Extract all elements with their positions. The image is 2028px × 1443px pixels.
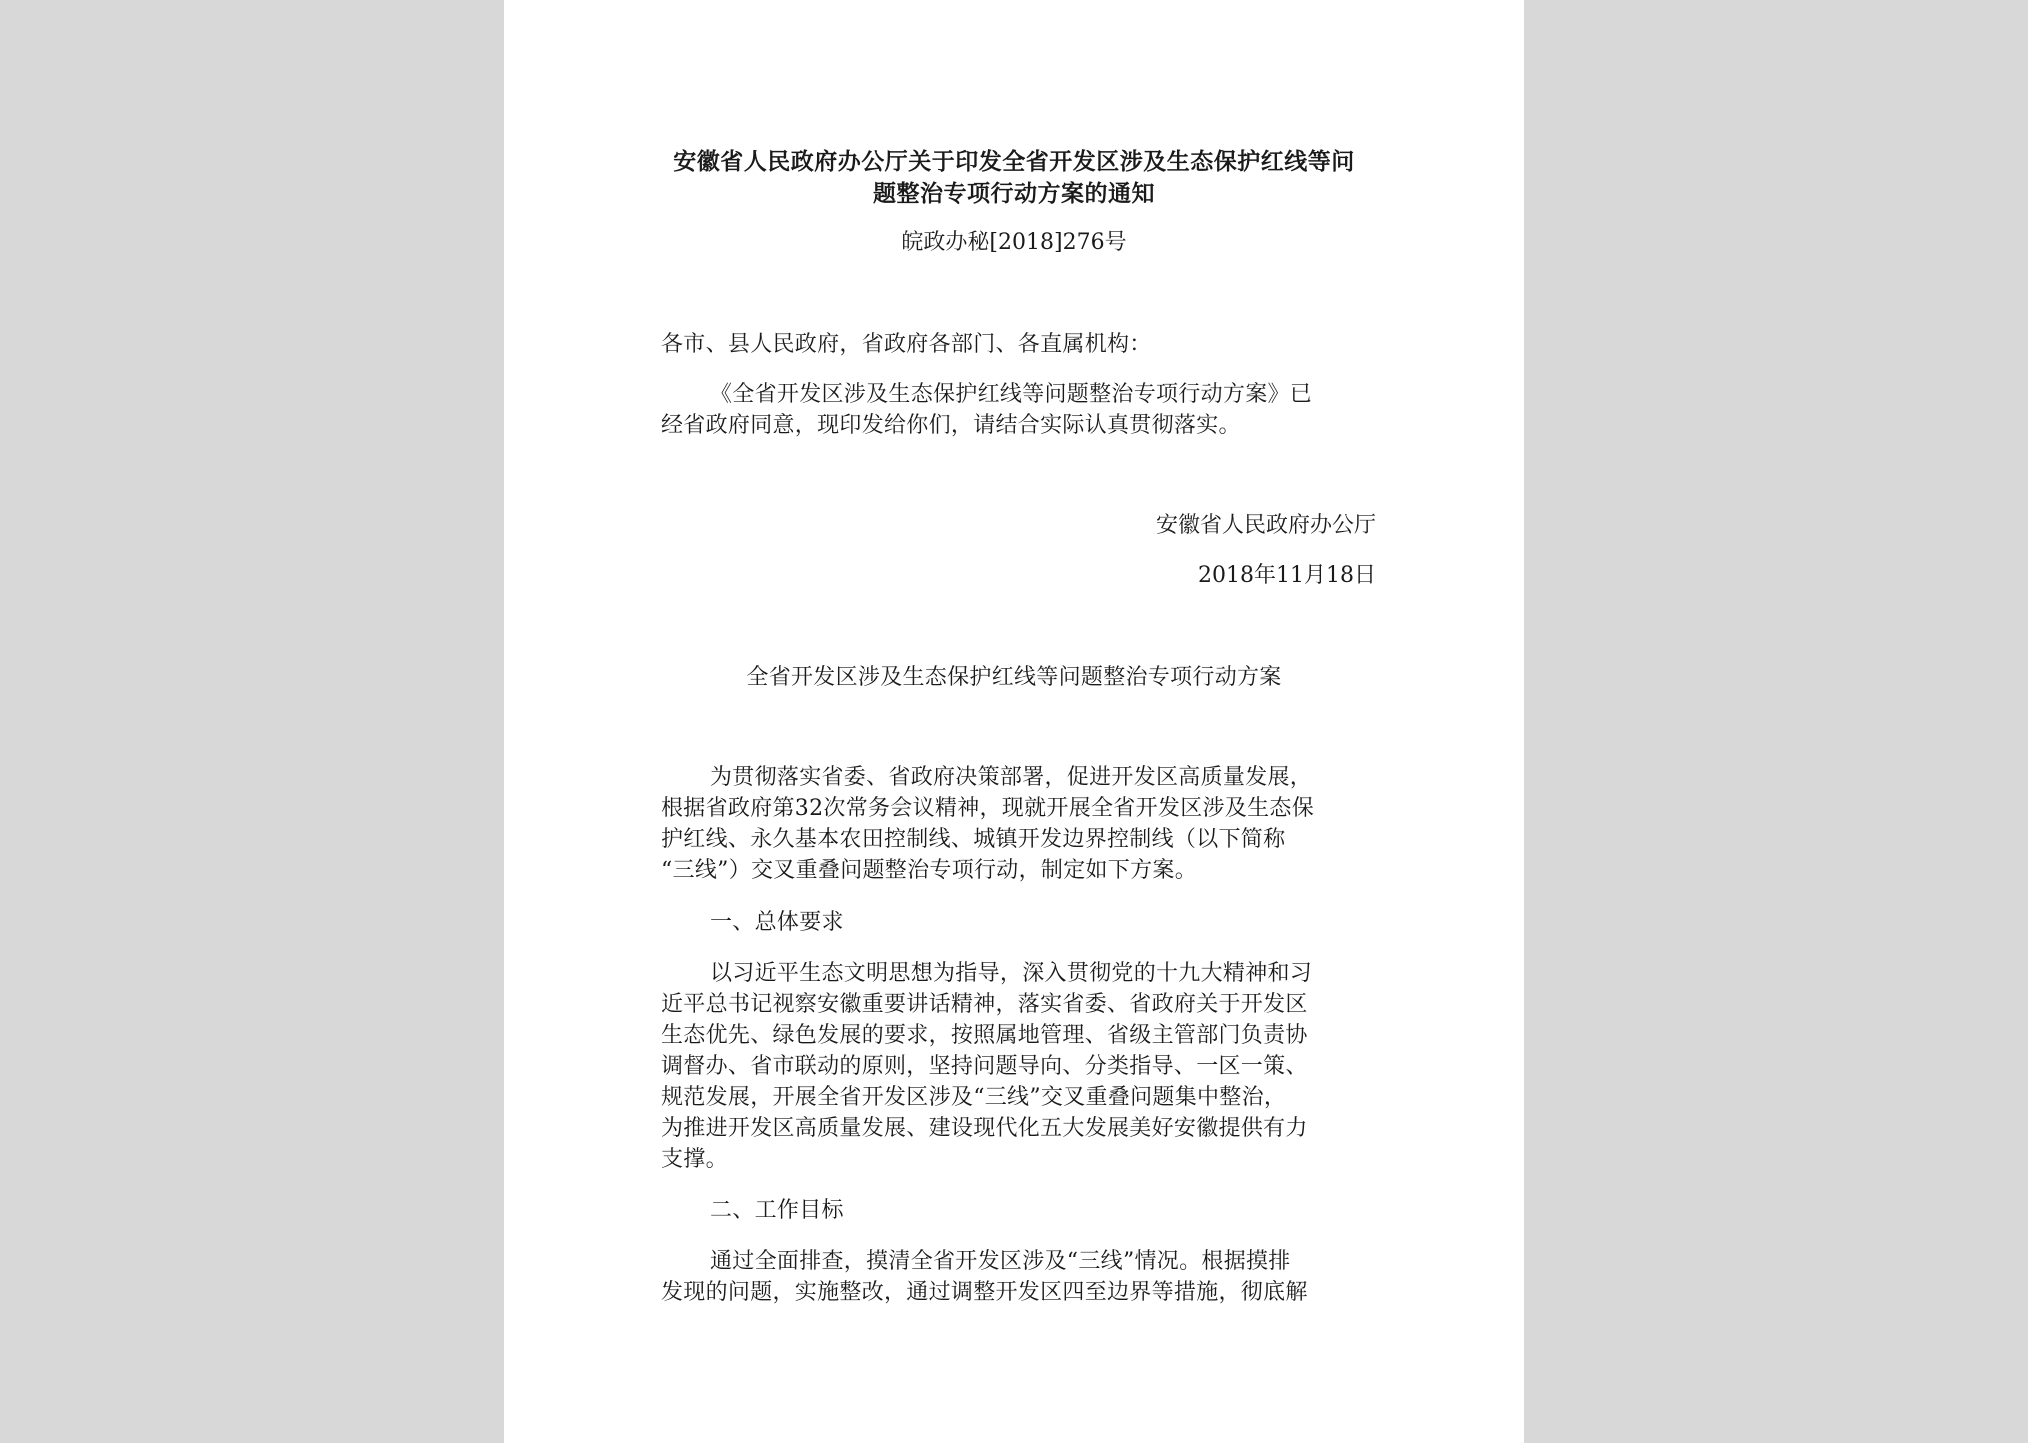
document-number: 皖政办秘[2018]276号: [901, 230, 1127, 255]
section-1-line: 调督办、省市联动的原则，坚持问题导向、分类指导、一区一策、: [661, 1054, 1308, 1079]
notice-title-line-2: 题整治专项行动方案的通知: [873, 180, 1155, 207]
issue-date: 2018年11月18日: [1198, 563, 1376, 588]
notice-body-line-2: 经省政府同意，现印发给你们，请结合实际认真贯彻落实。: [661, 413, 1241, 438]
intro-line: 为贯彻落实省委、省政府决策部署，促进开发区高质量发展，: [710, 765, 1313, 790]
document-page: [504, 0, 1524, 1443]
intro-line: “三线”）交叉重叠问题整治专项行动，制定如下方案。: [661, 858, 1197, 883]
intro-line: 根据省政府第32次常务会议精神，现就开展全省开发区涉及生态保: [661, 796, 1314, 821]
signer: 安徽省人民政府办公厅: [1155, 513, 1376, 538]
plan-title: 全省开发区涉及生态保护红线等问题整治专项行动方案: [746, 665, 1282, 690]
section-1-line: 近平总书记视察安徽重要讲话精神，落实省委、省政府关于开发区: [661, 992, 1308, 1017]
addressee: 各市、县人民政府，省政府各部门、各直属机构：: [661, 332, 1152, 357]
section-2-line: 通过全面排查，摸清全省开发区涉及“三线”情况。根据摸排: [710, 1249, 1291, 1274]
section-2-heading: 二、工作目标: [710, 1198, 844, 1223]
section-1-line: 支撑。: [661, 1147, 728, 1172]
section-1-heading: 一、总体要求: [710, 910, 844, 935]
notice-body-line-1: 《全省开发区涉及生态保护红线等问题整治专项行动方案》已: [710, 382, 1313, 407]
section-1-line: 以习近平生态文明思想为指导，深入贯彻党的十九大精神和习: [710, 961, 1313, 986]
notice-title-line-1: 安徽省人民政府办公厅关于印发全省开发区涉及生态保护红线等问: [673, 148, 1355, 175]
section-2-line: 发现的问题，实施整改，通过调整开发区四至边界等措施，彻底解: [661, 1280, 1308, 1305]
section-1-line: 规范发展，开展全省开发区涉及“三线”交叉重叠问题集中整治，: [661, 1085, 1287, 1110]
intro-line: 护红线、永久基本农田控制线、城镇开发边界控制线（以下简称: [661, 827, 1286, 852]
section-1-line: 为推进开发区高质量发展、建设现代化五大发展美好安徽提供有力: [661, 1116, 1308, 1141]
section-1-line: 生态优先、绿色发展的要求，按照属地管理、省级主管部门负责协: [661, 1023, 1308, 1048]
